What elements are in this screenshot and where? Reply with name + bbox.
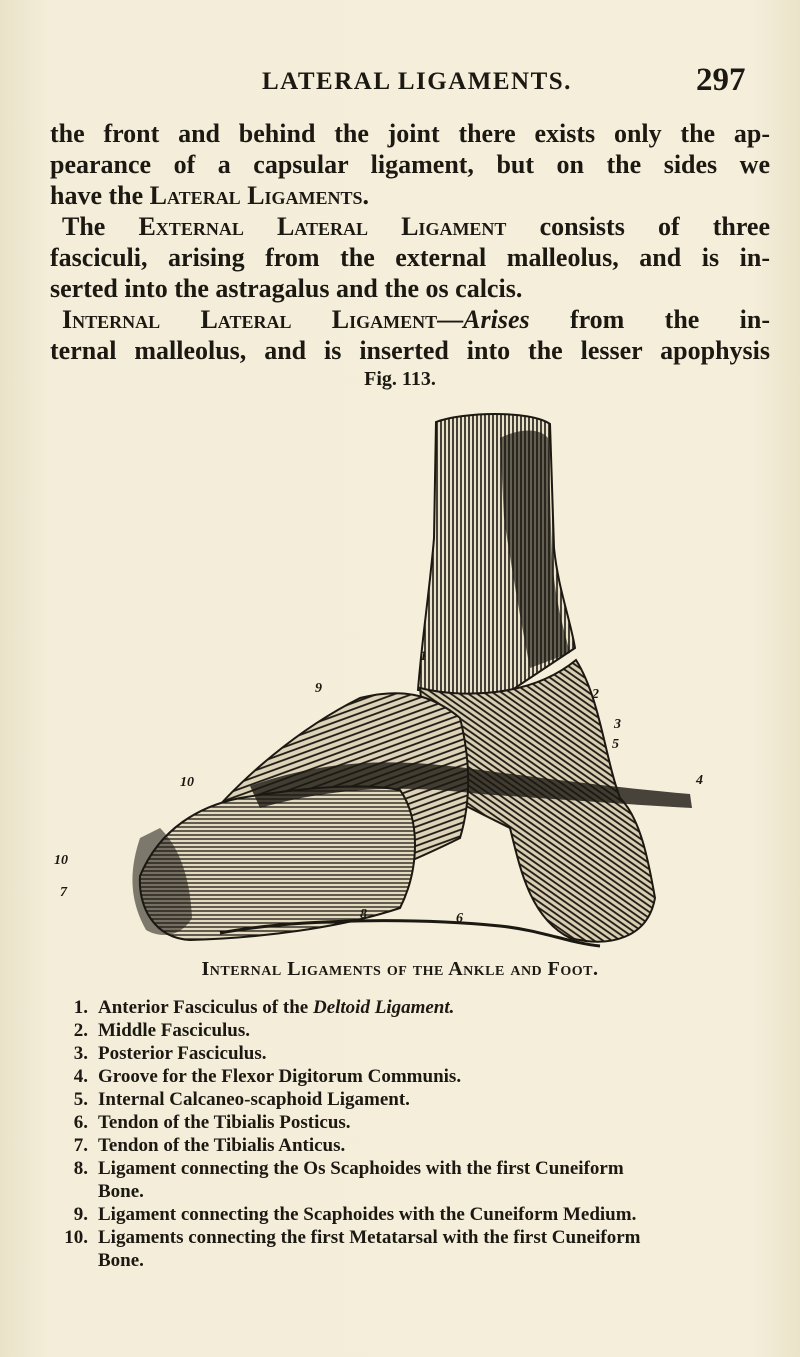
legend-text: Internal Calcaneo-scaphoid Ligament. — [98, 1089, 410, 1110]
ankle-foot-illustration — [54, 398, 720, 950]
legend-item — [50, 1226, 770, 1249]
legend-continuation: Bone. — [98, 1181, 144, 1202]
legend-item — [50, 1019, 770, 1042]
legend-text: Tendon of the Tibialis Anticus. — [98, 1135, 346, 1156]
dash: — — [437, 305, 464, 334]
figure-number-8: 8 — [360, 907, 367, 922]
body-text-run: The — [62, 212, 139, 241]
body-line: the front and behind the joint there exists only the ap- — [50, 119, 770, 148]
legend-text: Tendon of the Tibialis Posticus. — [98, 1112, 351, 1133]
legend-item — [50, 1157, 770, 1180]
legend-number: 8. — [73, 1158, 88, 1179]
figure-number-10-top: 10 — [180, 775, 194, 790]
body-line: serted into the astragalus and the os calcis. — [50, 274, 523, 303]
legend-number: 3. — [73, 1043, 88, 1064]
figure-number-3: 3 — [614, 717, 621, 732]
legend-italic: Deltoid Ligament. — [312, 997, 455, 1018]
legend-number: 4. — [73, 1066, 88, 1087]
page-number: 297 — [696, 62, 746, 98]
legend-text: Ligament connecting the Scaphoides with the Cuneiform Medium. — [98, 1204, 637, 1225]
legend-text — [88, 996, 454, 1019]
small-caps-term: Lateral Ligaments. — [149, 181, 370, 210]
body-line — [50, 211, 770, 242]
figure-number-5: 5 — [612, 737, 619, 752]
body-line: fasciculi, arising from the external malleolus, and is in- — [50, 243, 770, 272]
legend-item — [50, 1088, 770, 1111]
figure-number-1: 1 — [420, 649, 427, 664]
legend-number: 9. — [73, 1204, 88, 1225]
figure-number-2: 2 — [592, 687, 599, 702]
body-line — [50, 304, 770, 335]
legend-number: 1. — [73, 997, 88, 1018]
legend-number: 5. — [73, 1089, 88, 1110]
legend-number: 10. — [64, 1227, 88, 1248]
body-text-run: from the in- — [529, 305, 770, 334]
small-caps-term: External Lateral Ligament — [138, 212, 507, 241]
legend-text-run: Anterior Fasciculus of the — [98, 997, 313, 1018]
figure-legend — [50, 996, 770, 1272]
legend-text: Posterior Fasciculus. — [98, 1043, 267, 1064]
italic-term: Arises — [463, 305, 530, 334]
legend-text: Groove for the Flexor Digitorum Communis. — [98, 1066, 462, 1087]
page-header — [0, 62, 800, 106]
running-title: LATERAL LIGAMENTS. — [262, 68, 572, 95]
body-line: ternal malleolus, and is inserted into the lesser apophysis — [50, 336, 770, 365]
figure-number-4: 4 — [696, 773, 703, 788]
legend-number: 6. — [73, 1112, 88, 1133]
body-line: pearance of a capsular ligament, but on the sides we — [50, 150, 770, 179]
legend-item — [50, 1134, 770, 1157]
legend-text: Middle Fasciculus. — [98, 1020, 251, 1041]
legend-text: Ligament connecting the Os Scaphoides with the first Cuneiform — [98, 1158, 624, 1179]
figure-label: Fig. 113. — [364, 368, 436, 390]
body-line: have the Lateral Ligaments. — [50, 181, 370, 210]
legend-item — [50, 1203, 770, 1226]
small-caps-term: Internal Lateral Ligament — [62, 305, 438, 334]
legend-continuation: Bone. — [98, 1250, 144, 1271]
body-paragraph — [50, 118, 770, 366]
legend-item — [50, 996, 770, 1019]
figure-number-9: 9 — [315, 681, 322, 696]
legend-item — [50, 1065, 770, 1088]
figure-number-7: 7 — [60, 885, 67, 900]
figure-caption: Internal Ligaments of the Ankle and Foot. — [201, 958, 599, 980]
figure-number-10-left: 10 — [54, 853, 68, 868]
legend-number: 7. — [73, 1135, 88, 1156]
body-text-run: consists of three — [506, 212, 770, 241]
legend-item — [50, 1042, 770, 1065]
figure-number-6: 6 — [456, 911, 463, 926]
legend-text: Ligaments connecting the first Metatarsal with the first Cuneiform — [98, 1227, 641, 1248]
legend-number: 2. — [73, 1020, 88, 1041]
legend-item — [50, 1111, 770, 1134]
